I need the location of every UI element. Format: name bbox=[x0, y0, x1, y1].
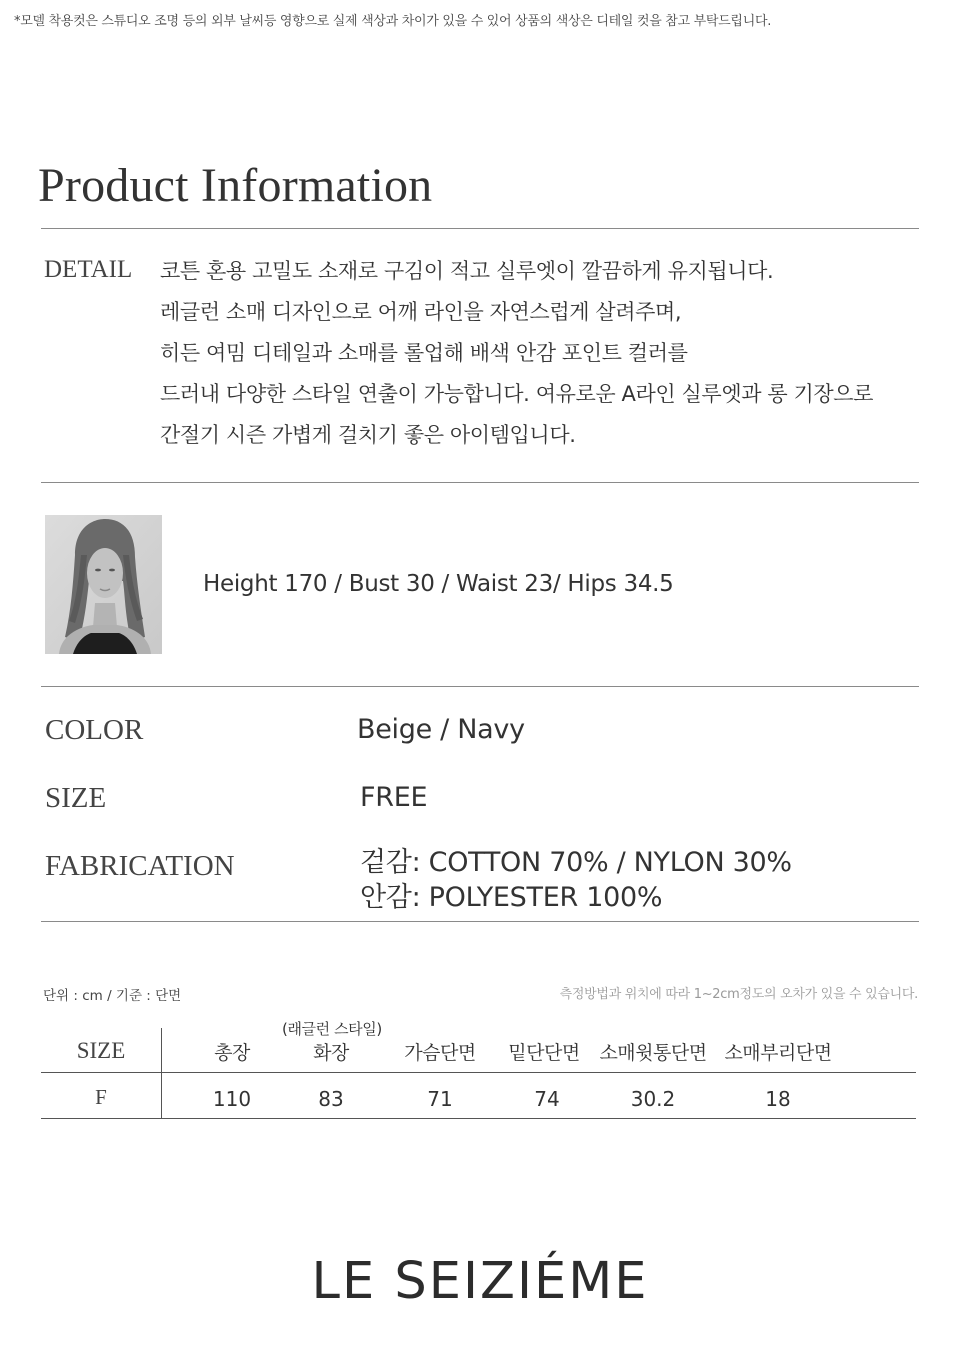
cell-upper-arm: 30.2 bbox=[630, 1087, 676, 1111]
model-portrait-image bbox=[45, 515, 162, 654]
table-column-divider bbox=[161, 1028, 162, 1119]
size-value: FREE bbox=[360, 782, 428, 813]
header-chest: 가슴단면 bbox=[404, 1042, 476, 1064]
page-title: Product Information bbox=[38, 159, 433, 212]
header-sleeve-length: 화장 bbox=[313, 1042, 349, 1064]
divider bbox=[41, 921, 919, 922]
fabrication-label: FABRICATION bbox=[45, 850, 235, 882]
detail-line: 레글런 소매 디자인으로 어깨 라인을 자연스럽게 살려주며, bbox=[160, 300, 682, 324]
color-notice: *모델 착용컷은 스튜디오 조명 등의 외부 날씨등 영향으로 실제 색상과 차이가 있을 수 있어 상품의 색상은 디테일 컷을 참고 부탁드립니다. bbox=[14, 14, 772, 29]
measurement-note: 측정방법과 위치에 따라 1~2cm정도의 오차가 있을 수 있습니다. bbox=[559, 987, 918, 1002]
fabrication-outer: 겉감: COTTON 70% / NYLON 30% bbox=[360, 847, 792, 878]
table-header-rule bbox=[41, 1072, 916, 1073]
cell-hem: 74 bbox=[534, 1087, 560, 1111]
divider bbox=[41, 686, 919, 687]
raglan-note: (래글런 스타일) bbox=[282, 1020, 382, 1038]
cell-sleeve-length: 83 bbox=[318, 1087, 344, 1111]
size-label: SIZE bbox=[45, 782, 107, 814]
brand-logo: LE SEIZIÉME bbox=[311, 1252, 649, 1311]
detail-description bbox=[160, 251, 873, 456]
model-photo bbox=[45, 515, 162, 654]
cell-cuff: 18 bbox=[765, 1087, 791, 1111]
color-label: COLOR bbox=[45, 714, 144, 746]
row-size: F bbox=[95, 1085, 107, 1109]
unit-text: 단위 : cm / 기준 : 단면 bbox=[43, 988, 182, 1004]
divider bbox=[41, 482, 919, 483]
detail-line: 간절기 시즌 가볍게 걸치기 좋은 아이템입니다. bbox=[160, 423, 576, 447]
detail-line: 코튼 혼용 고밀도 소재로 구김이 적고 실루엣이 깔끔하게 유지됩니다. bbox=[160, 259, 774, 283]
cell-total-length: 110 bbox=[212, 1087, 252, 1111]
model-measurements: Height 170 / Bust 30 / Waist 23/ Hips 34.5 bbox=[203, 571, 674, 597]
size-header: SIZE bbox=[76, 1038, 126, 1063]
header-upper-arm: 소매윗통단면 bbox=[599, 1042, 707, 1064]
divider bbox=[41, 228, 919, 229]
detail-label: DETAIL bbox=[44, 256, 133, 283]
detail-line: 드러내 다양한 스타일 연출이 가능합니다. 여유로운 A라인 실루엣과 롱 기장으로 bbox=[160, 382, 874, 406]
header-hem: 밑단단면 bbox=[508, 1042, 580, 1064]
fabrication-lining: 안감: POLYESTER 100% bbox=[360, 882, 663, 913]
color-value: Beige / Navy bbox=[357, 714, 525, 745]
header-cuff: 소매부리단면 bbox=[724, 1042, 832, 1064]
table-bottom-rule bbox=[41, 1118, 916, 1119]
header-total-length: 총장 bbox=[214, 1042, 250, 1064]
detail-line: 히든 여밈 디테일과 소매를 롤업해 배색 안감 포인트 컬러를 bbox=[160, 341, 688, 365]
cell-chest: 71 bbox=[427, 1087, 453, 1111]
